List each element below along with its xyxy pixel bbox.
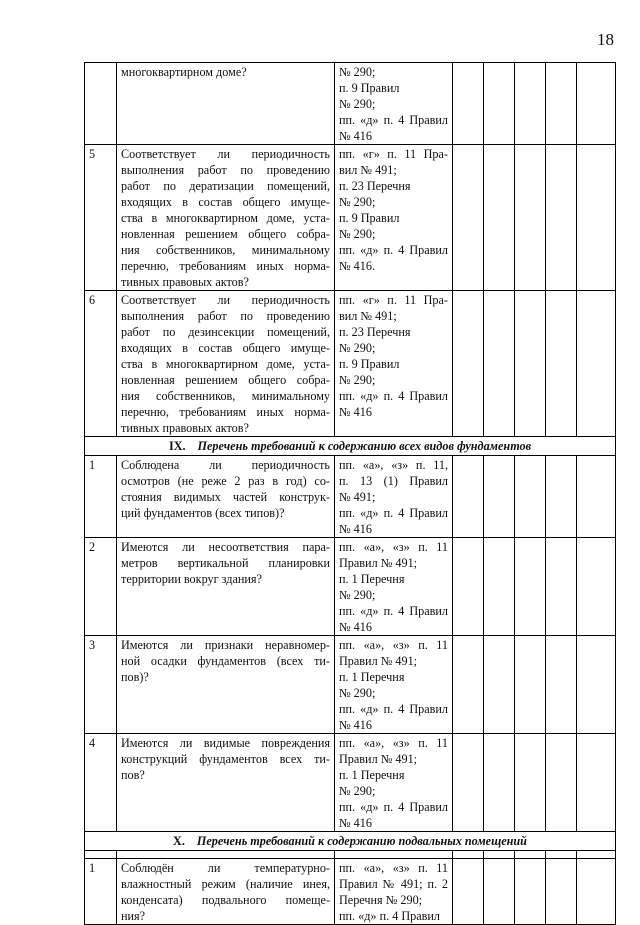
text-line: пп. «д» п. 4 Правил xyxy=(339,702,448,716)
text-line: № 290; xyxy=(339,784,376,798)
spacer-row xyxy=(85,851,616,859)
text-line: п. 13 (1) Правил xyxy=(339,474,448,488)
answer-cell[interactable] xyxy=(453,734,484,832)
text-line: п. 9 Правил xyxy=(339,81,400,95)
text-line: № 290; xyxy=(339,341,376,355)
text-line: ства в многоквартирном доме, уста- xyxy=(121,211,330,225)
section-header-row xyxy=(85,832,616,851)
text-line: новленная решением общего собра- xyxy=(121,373,330,387)
item-number xyxy=(85,63,117,145)
table-row xyxy=(85,145,616,291)
requirements-table xyxy=(84,62,616,925)
answer-cell[interactable] xyxy=(484,63,515,145)
legal-reference-cell xyxy=(335,734,453,832)
empty-cell xyxy=(484,851,515,859)
text-line: пп. «г» п. 11 Пра- xyxy=(339,147,448,161)
page-number: 18 xyxy=(597,30,614,49)
text-line: пп. «а», «з» п. 11 xyxy=(339,861,448,875)
item-number: 5 xyxy=(85,145,117,291)
table-row xyxy=(85,734,616,832)
answer-cell[interactable] xyxy=(515,145,546,291)
answer-cell[interactable] xyxy=(577,859,616,925)
text-line: влажностный режим (наличие инея, xyxy=(121,877,330,891)
question-cell xyxy=(117,456,335,538)
answer-cell[interactable] xyxy=(546,636,577,734)
item-number: 3 xyxy=(85,636,117,734)
answer-cell[interactable] xyxy=(453,538,484,636)
answer-cell[interactable] xyxy=(577,538,616,636)
text-line: стояния видимых частей конструк- xyxy=(121,490,330,504)
text-line: № 416. xyxy=(339,259,376,273)
empty-cell xyxy=(335,851,453,859)
item-number: 1 xyxy=(85,859,117,925)
text-line: № 290; xyxy=(339,588,376,602)
text-line: Соблюдён ли температурно- xyxy=(121,861,330,875)
text-line: конструкций фундаментов всех ти- xyxy=(121,752,330,766)
question-cell xyxy=(117,291,335,437)
answer-cell[interactable] xyxy=(484,636,515,734)
text-line: № 416 xyxy=(339,405,372,419)
legal-reference-cell xyxy=(335,63,453,145)
answer-cell[interactable] xyxy=(546,63,577,145)
question-cell xyxy=(117,63,335,145)
answer-cell[interactable] xyxy=(453,636,484,734)
question-cell xyxy=(117,734,335,832)
question-cell xyxy=(117,145,335,291)
text-line: Соответствует ли периодичность xyxy=(121,147,330,161)
text-line: Соблюдена ли периодичность xyxy=(121,458,330,472)
answer-cell[interactable] xyxy=(515,636,546,734)
answer-cell[interactable] xyxy=(453,145,484,291)
text-line: пп. «д» п. 4 Правил xyxy=(339,604,448,618)
text-line: Имеются ли несоответствия пара- xyxy=(121,540,330,554)
answer-cell[interactable] xyxy=(546,145,577,291)
answer-cell[interactable] xyxy=(484,145,515,291)
table-row xyxy=(85,859,616,925)
text-line: п. 1 Перечня xyxy=(339,670,405,684)
text-line: Имеются ли видимые повреждения xyxy=(121,736,330,750)
answer-cell[interactable] xyxy=(515,859,546,925)
text-line: Имеются ли признаки неравномер- xyxy=(121,638,330,652)
text-line: п. 23 Перечня xyxy=(339,179,411,193)
text-line: п. 9 Правил xyxy=(339,211,400,225)
text-line: ной осадки фундаментов (всех ти- xyxy=(121,654,330,668)
answer-cell[interactable] xyxy=(515,291,546,437)
text-line: пп. «г» п. 11 Пра- xyxy=(339,293,448,307)
text-line: № 416 xyxy=(339,620,372,634)
text-line: Правил № 491; xyxy=(339,556,418,570)
text-line: ства в многоквартирном доме, уста- xyxy=(121,357,330,371)
text-line: пп. «а», «з» п. 11 xyxy=(339,638,448,652)
text-line: новленная решением общего собра- xyxy=(121,227,330,241)
empty-cell xyxy=(546,851,577,859)
text-line: выполнения работ по проведению xyxy=(121,309,330,323)
empty-cell xyxy=(515,851,546,859)
text-line: № 290; xyxy=(339,195,376,209)
legal-reference-cell xyxy=(335,859,453,925)
text-line: п. 23 Перечня xyxy=(339,325,411,339)
text-line: пп. «д» п. 4 Правил xyxy=(339,243,448,257)
section-number: X. xyxy=(173,834,185,848)
item-number: 1 xyxy=(85,456,117,538)
legal-reference-cell xyxy=(335,291,453,437)
text-line: № 416 xyxy=(339,522,372,536)
text-line: пп. «д» п. 4 Правил xyxy=(339,506,448,520)
text-line: п. 1 Перечня xyxy=(339,768,405,782)
legal-reference-cell xyxy=(335,456,453,538)
text-line: № 290; xyxy=(339,686,376,700)
answer-cell[interactable] xyxy=(484,456,515,538)
answer-cell[interactable] xyxy=(515,63,546,145)
answer-cell[interactable] xyxy=(577,636,616,734)
text-line: тивных правовых актов? xyxy=(121,275,249,289)
text-line: пп. «а», «з» п. 11, xyxy=(339,458,448,472)
text-line: входящих в состав общего имуще- xyxy=(121,341,330,355)
answer-cell[interactable] xyxy=(515,734,546,832)
table-row xyxy=(85,63,616,145)
answer-cell[interactable] xyxy=(577,63,616,145)
answer-cell[interactable] xyxy=(515,456,546,538)
legal-reference-cell xyxy=(335,636,453,734)
section-header xyxy=(85,437,616,456)
item-number: 6 xyxy=(85,291,117,437)
text-line: ций фундаментов (всех типов)? xyxy=(121,506,285,520)
section-header-row xyxy=(85,437,616,456)
text-line: ния собственников, минимальному xyxy=(121,243,330,257)
text-line: № 416 xyxy=(339,718,372,732)
section-number: IX. xyxy=(168,439,186,453)
text-line: многоквартирном доме? xyxy=(121,65,247,79)
text-line: входящих в состав общего имуще- xyxy=(121,195,330,209)
text-line: пп. «а», «з» п. 11 xyxy=(339,736,448,750)
question-cell xyxy=(117,859,335,925)
text-line: № 416 xyxy=(339,816,372,830)
text-line: № 491; xyxy=(339,490,376,504)
text-line: п. 1 Перечня xyxy=(339,572,405,586)
answer-cell[interactable] xyxy=(577,291,616,437)
empty-cell xyxy=(117,851,335,859)
text-line: пов)? xyxy=(121,670,149,684)
text-line: пп. «д» п. 4 Правил xyxy=(339,800,448,814)
empty-cell xyxy=(85,851,117,859)
text-line: п. 9 Правил xyxy=(339,357,400,371)
text-line: осмотров (не реже 2 раз в год) со- xyxy=(121,474,330,488)
text-line: ния? xyxy=(121,909,146,923)
answer-cell[interactable] xyxy=(484,538,515,636)
answer-cell[interactable] xyxy=(577,145,616,291)
answer-cell[interactable] xyxy=(546,734,577,832)
text-line: вил № 491; xyxy=(339,163,397,177)
text-line: № 290; xyxy=(339,227,376,241)
text-line: № 290; xyxy=(339,373,376,387)
question-cell xyxy=(117,538,335,636)
question-cell xyxy=(117,636,335,734)
legal-reference-cell xyxy=(335,145,453,291)
answer-cell[interactable] xyxy=(484,291,515,437)
text-line: Правил № 491; п. 2 xyxy=(339,877,448,891)
text-line: выполнения работ по проведению xyxy=(121,163,330,177)
text-line: вил № 491; xyxy=(339,309,397,323)
text-line: Перечня № 290; xyxy=(339,893,423,907)
text-line: Соответствует ли периодичность xyxy=(121,293,330,307)
text-line: работ по дезинсекции помещений, xyxy=(121,325,330,339)
section-header xyxy=(85,832,616,851)
text-line: конденсата) подвального помеще- xyxy=(121,893,330,907)
text-line: пов? xyxy=(121,768,145,782)
text-line: пп. «а», «з» п. 11 xyxy=(339,540,448,554)
answer-cell[interactable] xyxy=(453,859,484,925)
answer-cell[interactable] xyxy=(484,859,515,925)
text-line: перечню, требованиям иных норма- xyxy=(121,259,330,273)
text-line: Правил № 491; xyxy=(339,654,418,668)
answer-cell[interactable] xyxy=(546,456,577,538)
answer-cell[interactable] xyxy=(546,859,577,925)
text-line: № 290; xyxy=(339,65,376,79)
answer-cell[interactable] xyxy=(577,734,616,832)
answer-cell[interactable] xyxy=(546,538,577,636)
text-line: пп. «д» п. 4 Правил xyxy=(339,389,448,403)
text-line: ния собственников, минимальному xyxy=(121,389,330,403)
table-row xyxy=(85,291,616,437)
text-line: территории вокруг здания? xyxy=(121,572,262,586)
section-title: Перечень требований к содержанию всех видов фундаментов xyxy=(197,439,532,453)
legal-reference-cell xyxy=(335,538,453,636)
item-number: 4 xyxy=(85,734,117,832)
answer-cell[interactable] xyxy=(453,456,484,538)
text-line: № 416 xyxy=(339,129,372,143)
answer-cell[interactable] xyxy=(453,291,484,437)
text-line: пп. «д» п. 4 Правил xyxy=(339,113,448,127)
empty-cell xyxy=(577,851,616,859)
table-row xyxy=(85,456,616,538)
answer-cell[interactable] xyxy=(453,63,484,145)
answer-cell[interactable] xyxy=(515,538,546,636)
text-line: № 290; xyxy=(339,97,376,111)
text-line: тивных правовых актов? xyxy=(121,421,249,435)
text-line: Правил № 491; xyxy=(339,752,418,766)
text-line: пп. «д» п. 4 Правил xyxy=(339,909,440,923)
item-number: 2 xyxy=(85,538,117,636)
section-title: Перечень требований к содержанию подвальных помещений xyxy=(196,834,527,848)
table-row xyxy=(85,636,616,734)
text-line: работ по дератизации помещений, xyxy=(121,179,330,193)
text-line: перечню, требованиям иных норма- xyxy=(121,405,330,419)
empty-cell xyxy=(453,851,484,859)
answer-cell[interactable] xyxy=(577,456,616,538)
answer-cell[interactable] xyxy=(484,734,515,832)
text-line: метров вертикальной планировки xyxy=(121,556,330,570)
table-row xyxy=(85,538,616,636)
answer-cell[interactable] xyxy=(546,291,577,437)
